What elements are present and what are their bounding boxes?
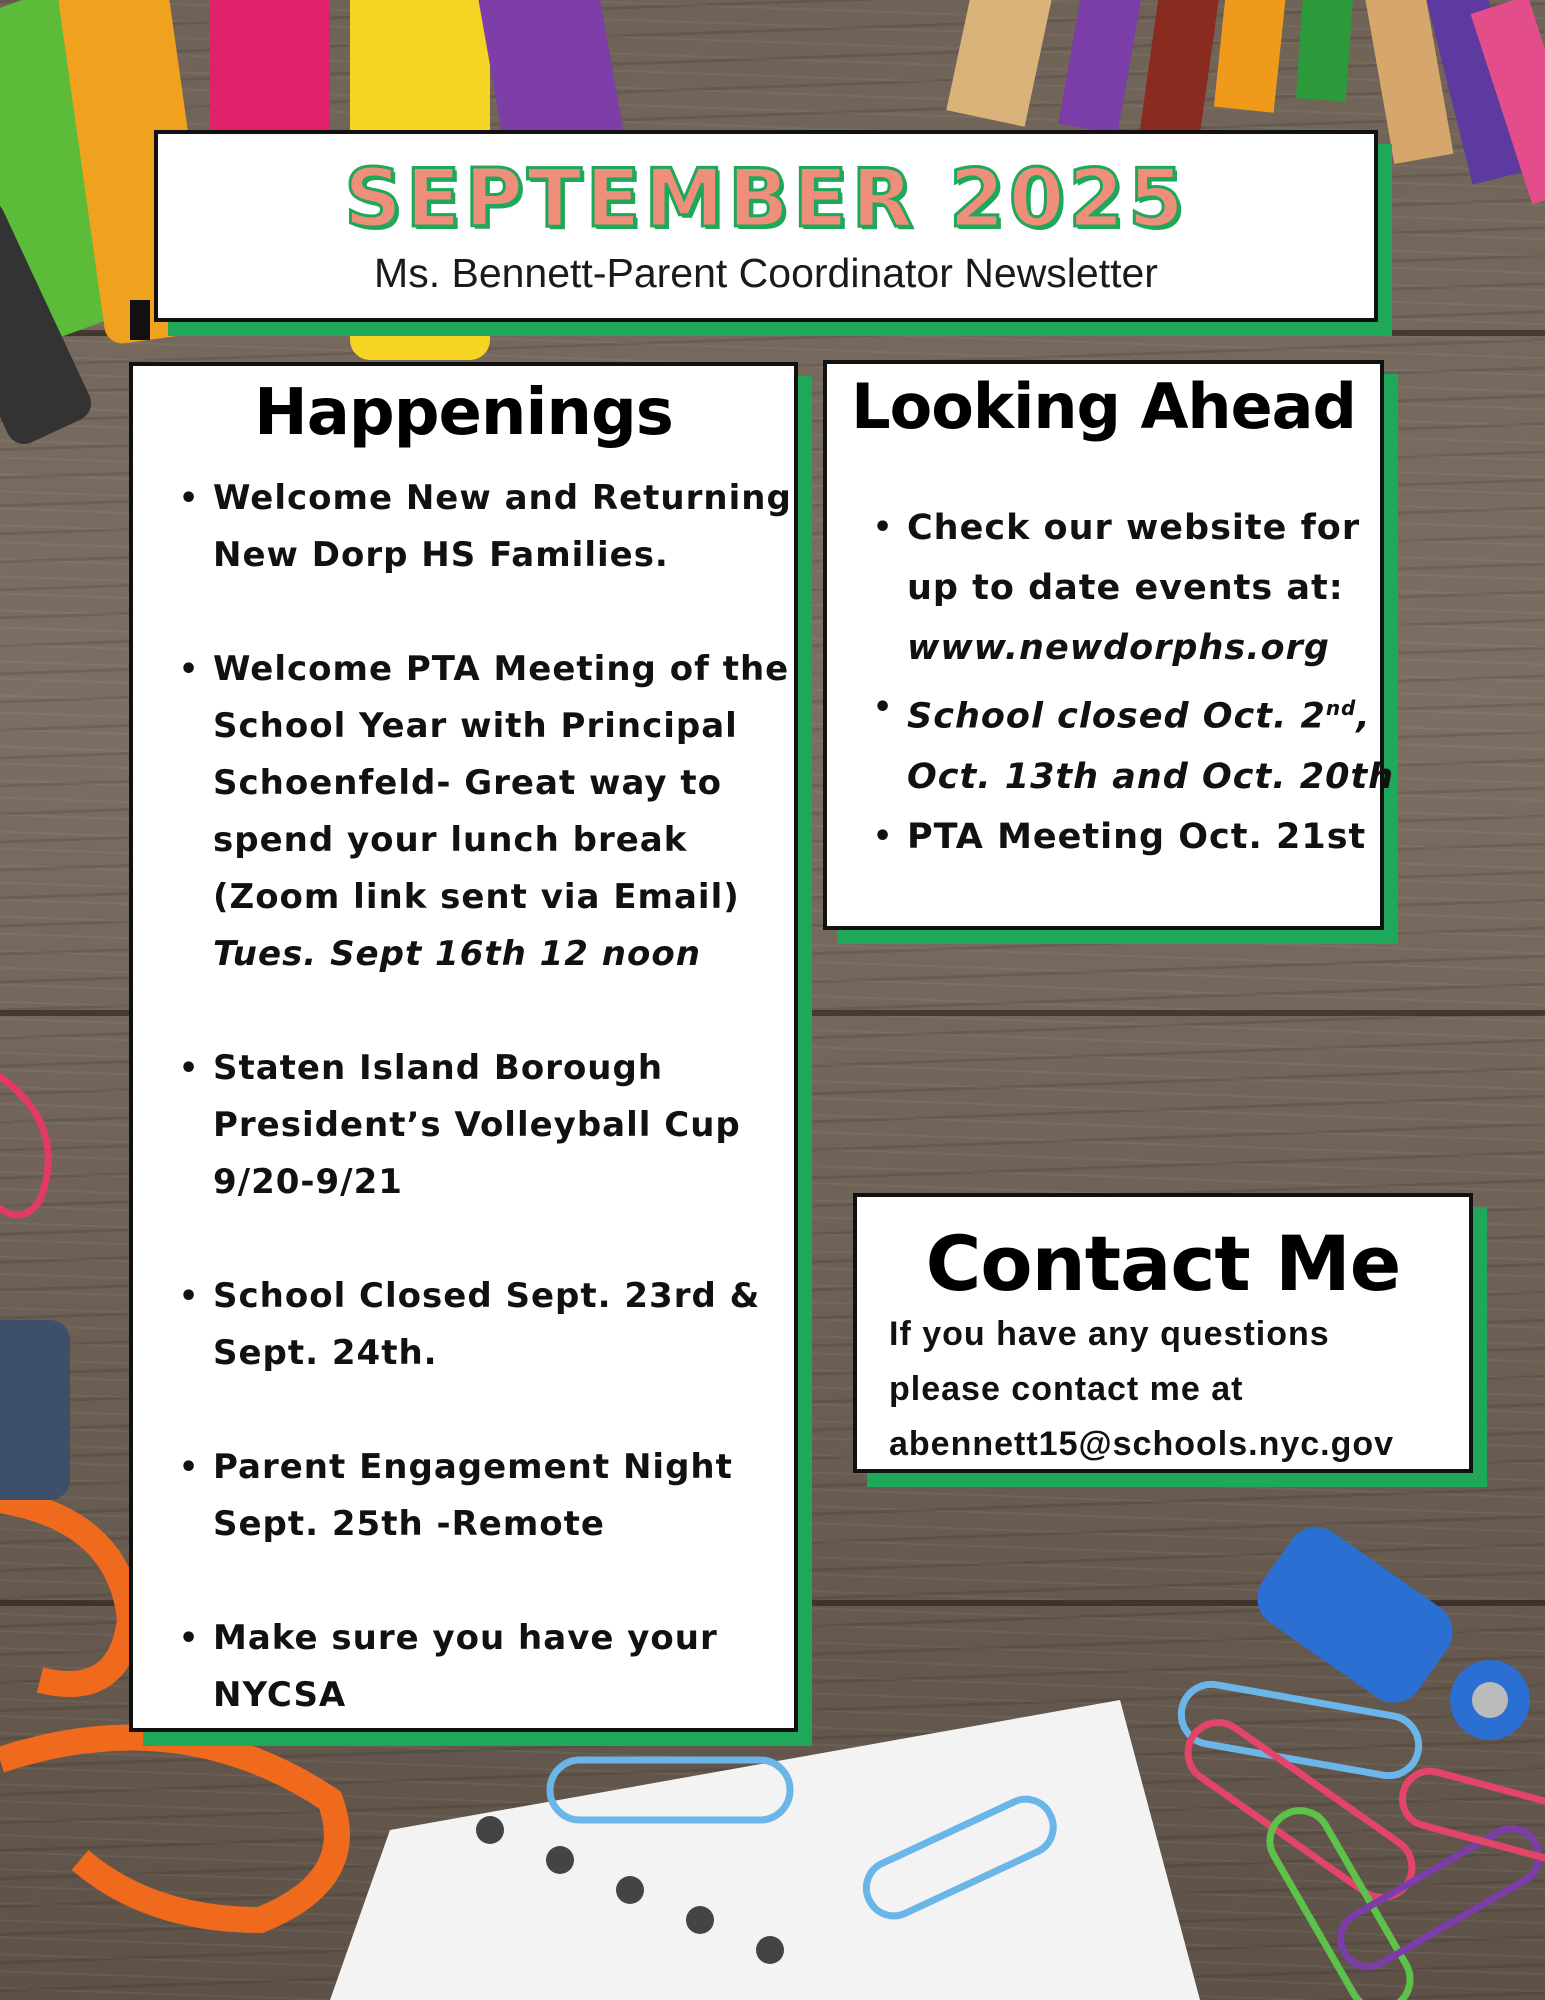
- contact-email[interactable]: abennett15@schools.nyc.gov: [889, 1425, 1395, 1463]
- contact-line: If you have any questions: [889, 1315, 1330, 1353]
- website-link[interactable]: www.newdorphs.org: [907, 628, 1330, 668]
- pushpin-image: [1246, 1515, 1530, 1740]
- looking-ahead-item: • Check our website for up to date events at: www.newdorphs.org: [907, 498, 1407, 678]
- notebook-image: [330, 1700, 1200, 2000]
- happenings-item: • Parent Engagement Night Sept. 25th -Remote: [213, 1439, 813, 1553]
- happenings-item: • Welcome PTA Meeting of the School Year with Principal Schoenfeld- Great way to spend your lunch break (Zoom link sent via Email) Tues. Sept 16th 12 noon: [213, 641, 813, 983]
- looking-ahead-heading: Looking Ahead: [851, 370, 1356, 443]
- header-card: [154, 130, 1378, 322]
- looking-ahead-card: [823, 360, 1395, 930]
- looking-ahead-item: • School closed Oct. 2nd, Oct. 13th and Oct. 20th: [907, 678, 1407, 807]
- contact-heading: Contact Me: [925, 1219, 1401, 1308]
- contact-card: [853, 1193, 1473, 1473]
- happenings-list: [171, 470, 813, 1724]
- contact-body: [889, 1307, 1394, 1472]
- happenings-item: • Welcome New and Returning New Dorp HS Families.: [213, 470, 813, 584]
- paperclip-image: [0, 1070, 48, 1215]
- happenings-item: • Make sure you have your NYCSA: [213, 1610, 813, 1724]
- newsletter-title: SEPTEMBER 2025: [344, 152, 1188, 245]
- happenings-item: • School Closed Sept. 23rd & Sept. 24th.: [213, 1268, 813, 1382]
- looking-ahead-list: [865, 498, 1407, 867]
- happenings-item: • Staten Island Borough President’s Volleyball Cup 9/20-9/21: [213, 1040, 813, 1211]
- happenings-heading: Happenings: [254, 376, 673, 450]
- happenings-item-date: Tues. Sept 16th 12 noon: [213, 934, 701, 974]
- happenings-card: [129, 362, 798, 1732]
- contact-line: please contact me at: [889, 1370, 1244, 1408]
- looking-ahead-item: • PTA Meeting Oct. 21st: [907, 807, 1407, 867]
- newsletter-subtitle: Ms. Bennett-Parent Coordinator Newsletter: [374, 250, 1158, 296]
